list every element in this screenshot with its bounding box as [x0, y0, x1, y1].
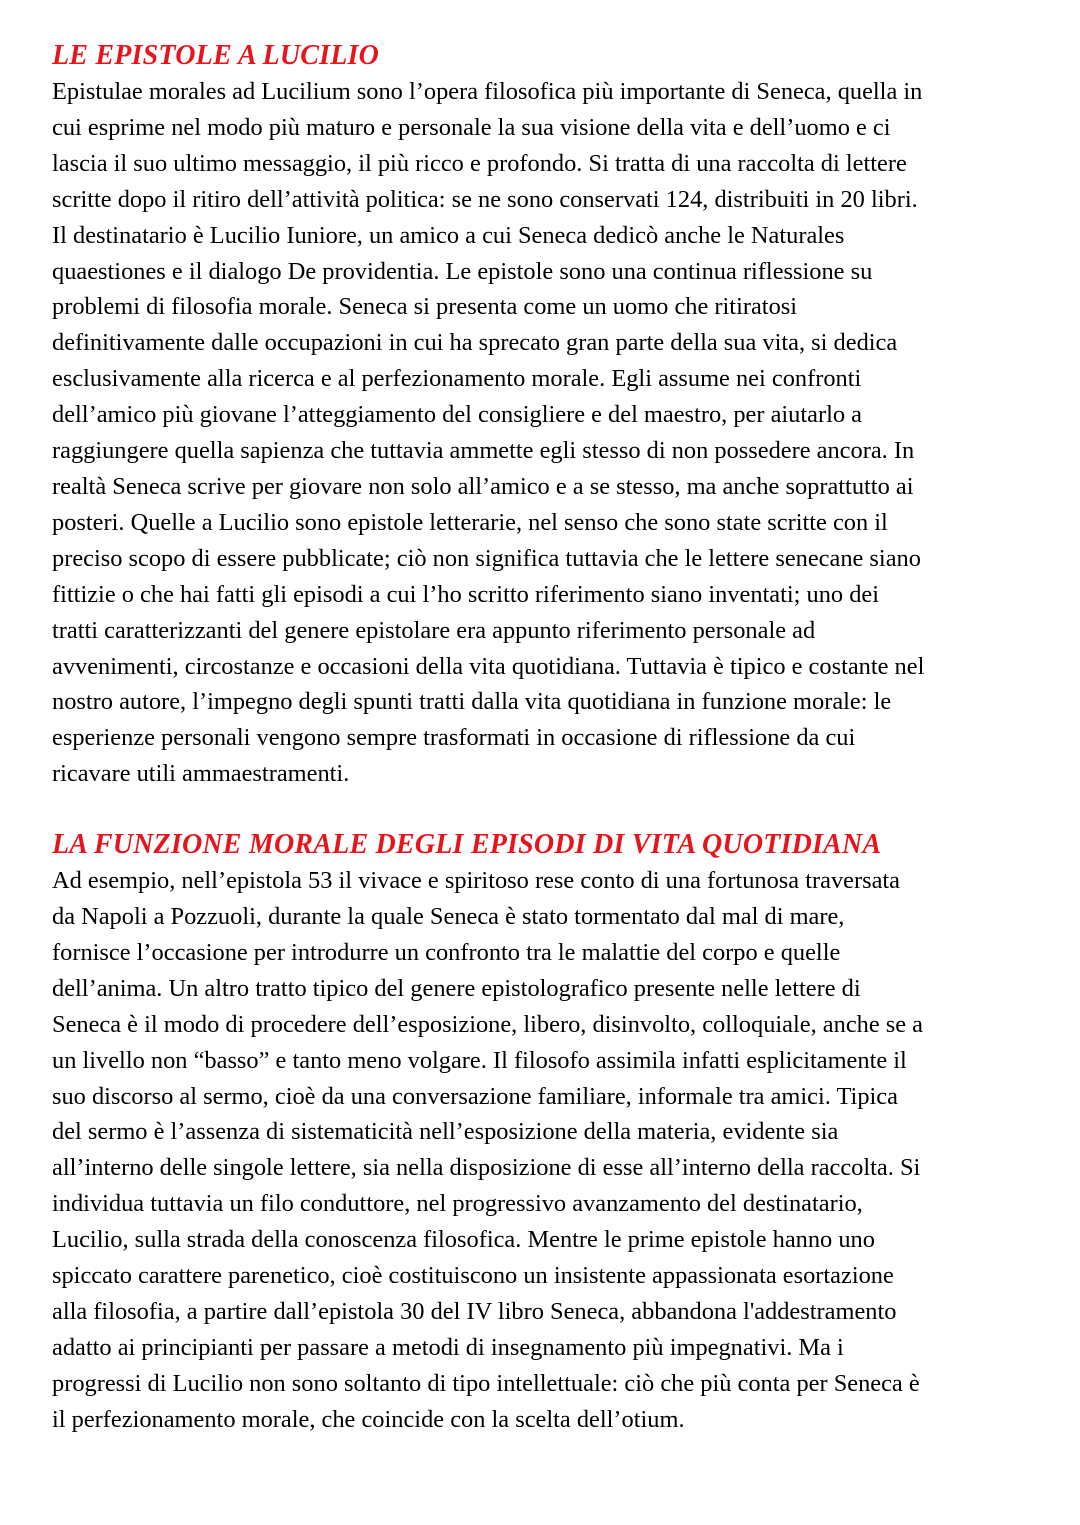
section-funzione-morale — [52, 827, 1032, 1438]
section-title: LE EPISTOLE A LUCILIO — [52, 40, 380, 71]
section-body: Epistulae morales ad Lucilium sono l’opera filosofica più importante di Seneca, quella in cui esprime nel modo più maturo e personale la sua visione della vita e dell’uomo e ci lascia il suo ultimo messaggio, il più ricco e profondo. Si tratta di una raccolta di lettere scritte dopo il ritiro dell’attività politica: se ne sono conservati 124, distribuiti in 20 libri. Il destinatario è Lucilio Iuniore, un amico a cui Seneca dedicò anche le Naturales quaestiones e il dialogo De providentia. Le epistole sono una continua riflessione su problemi di filosofia morale. Seneca si presenta come un uomo che ritiratosi definitivamente dalle occupazioni in cui ha sprecato gran parte della sua vita, si dedica esclusivamente alla ricerca e al perfezionamento morale. Egli assume nei confronti dell’amico più giovane l’atteggiamento del consigliere e del maestro, per aiutarlo a raggiungere quella sapienza che tuttavia ammette egli stesso di non possedere ancora. In realtà Seneca scrive per giovare non solo all’amico e a se stesso, ma anche soprattutto ai posteri. Quelle a Lucilio sono epistole letterarie, nel senso che sono state scritte con il preciso scopo di essere pubblicate; ciò non significa tuttavia che le lettere senecane siano fittizie o che hai fatti gli episodi a cui l’ho scritto riferimento siano inventati; uno dei tratti caratterizzanti del genere epistolare era appunto riferimento personale ad avvenimenti, circostanze e occasioni della vita quotidiana. Tuttavia è tipico e costante nel nostro autore, l’impegno degli spunti tratti dalla vita quotidiana in funzione morale: le esperienze personali vengono sempre trasformati in occasione di riflessione da cui ricavare utili ammaestramenti. — [52, 78, 925, 788]
section-title: LA FUNZIONE MORALE DEGLI EPISODI DI VITA QUOTIDIANA — [52, 829, 882, 861]
section-epistole — [52, 38, 1032, 792]
section-body: Ad esempio, nell’epistola 53 il vivace e spiritoso rese conto di una fortunosa traversata da Napoli a Pozzuoli, durante la quale Seneca è stato tormentato dal mal di mare, fornisce l’occasione per introdurre un confronto tra le malattie del corpo e quelle dell’anima. Un altro tratto tipico del genere epistolografico presente nelle lettere di Seneca è il modo di procedere dell’esposizione, libero, disinvolto, colloquiale, anche se a un livello non “basso” e tanto meno volgare. Il filosofo assimila infatti esplicitamente il suo discorso al sermo, cioè da una conversazione familiare, informale tra amici. Tipica del sermo è l’assenza di sistematicità nell’esposizione della materia, evidente sia all’interno delle singole lettere, sia nella disposizione di esse all’interno della raccolta. Si individua tuttavia un filo conduttore, nel progressivo avanzamento del destinatario, Lucilio, sulla strada della conoscenza filosofica. Mentre le prime epistole hanno uno spiccato carattere parenetico, cioè costituiscono un insistente appassionata esortazione alla filosofia, a partire dall’epistola 30 del IV libro Seneca, abbandona l'addestramento adatto ai principianti per passare a metodi di insegnamento più impegnativi. Ma i progressi di Lucilio non sono soltanto di tipo intellettuale: ciò che più conta per Seneca è il perfezionamento morale, che coincide con la scelta dell’otium. — [52, 867, 924, 1433]
section-spacer — [52, 792, 1032, 827]
document-page — [52, 38, 1032, 1438]
